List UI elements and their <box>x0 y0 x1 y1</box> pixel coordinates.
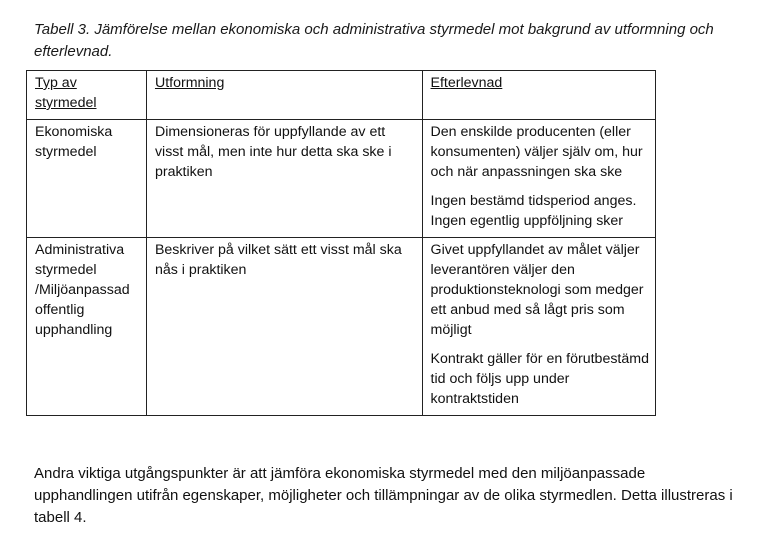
table-caption: Tabell 3. Jämförelse mellan ekonomiska och administrativa styrmedel mot bakgrund av utformning och efterlevnad. <box>34 21 714 60</box>
cell-design: Beskriver på vilket sätt ett visst mål ska nås i praktiken <box>146 238 422 416</box>
cell-compliance <box>422 120 655 238</box>
header-type: Typ av styrmedel <box>27 71 147 120</box>
compliance-paragraph: Ingen bestämd tidsperiod anges. Ingen egentlig uppföljning sker <box>430 193 637 229</box>
compliance-paragraph: Den enskilde producenten (eller konsumenten) väljer själv om, hur och när anpassningen ska ske <box>430 124 643 180</box>
header-compliance: Efterlevnad <box>422 71 655 120</box>
cell-compliance <box>422 238 655 416</box>
table-row <box>27 120 656 238</box>
body-paragraph: Andra viktiga utgångspunkter är att jämföra ekonomiska styrmedel med den miljöanpassade upphandlingen utifrån egenskaper, möjligheter och tillämpningar av de olika styrmedlen. Detta illustreras i tabell 4. <box>34 465 733 526</box>
cell-type: Ekonomiska styrmedel <box>27 120 147 238</box>
header-design: Utformning <box>146 71 422 120</box>
cell-design: Dimensioneras för uppfyllande av ett visst mål, men inte hur detta ska ske i praktiken <box>146 120 422 238</box>
table-row <box>27 238 656 416</box>
cell-type: Administrativa styrmedel /Miljöanpassad offentlig upphandling <box>27 238 147 416</box>
compliance-paragraph: Kontrakt gäller för en förutbestämd tid och följs upp under kontraktstiden <box>430 351 649 407</box>
compliance-paragraph: Givet uppfyllandet av målet väljer leverantören väljer den produktionsteknologi som medger ett anbud med så lågt pris som möjligt <box>430 242 644 338</box>
comparison-table <box>26 70 656 416</box>
table-header-row <box>27 71 656 120</box>
